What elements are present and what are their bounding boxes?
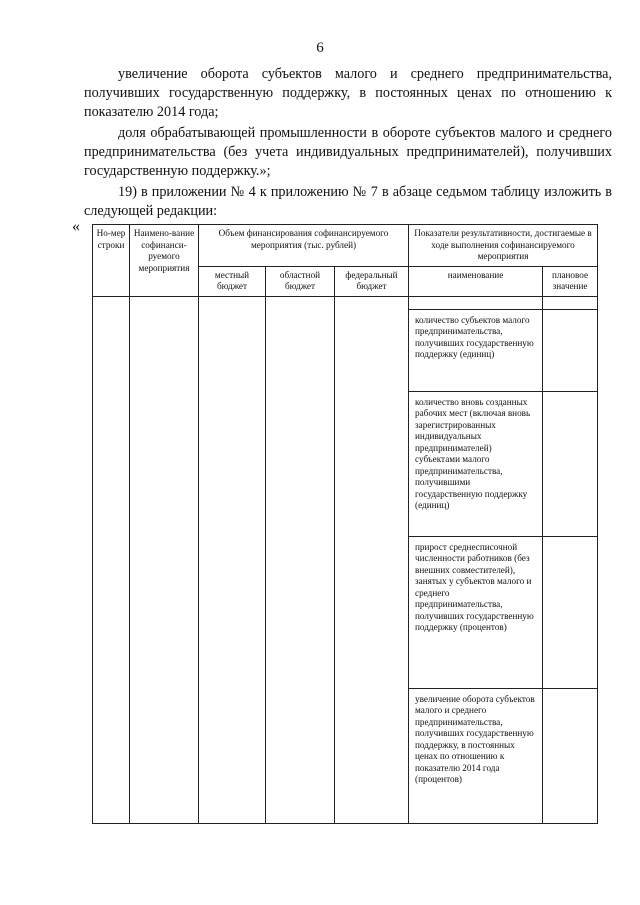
cell-planned-value bbox=[543, 309, 598, 391]
cell-planned-value bbox=[543, 391, 598, 536]
cell-regional-budget bbox=[266, 296, 335, 823]
header-federal-budget: федеральный бюджет bbox=[335, 266, 409, 296]
paragraph-manufacturing-share bbox=[84, 124, 612, 181]
cell-empty bbox=[543, 296, 598, 309]
header-activity-name: Наимено-вание софинанси-руемого мероприятия bbox=[130, 225, 199, 297]
header-financing-volume: Объем финансирования софинансируемого мероприятия (тыс. рублей) bbox=[199, 225, 409, 267]
cell-row-number bbox=[93, 296, 130, 823]
paragraph-text: доля обрабатывающей промышленности в обороте субъектов малого и среднего предпринимательства (без учета индивидуальных предпринимателей), получивших государственную поддержку.»; bbox=[84, 125, 612, 179]
cell-planned-value bbox=[543, 688, 598, 823]
header-row-number: Но-мер строки bbox=[93, 225, 130, 297]
cofinancing-table bbox=[92, 224, 598, 824]
header-local-budget: местный бюджет bbox=[199, 266, 266, 296]
header-planned-value: плановое значение bbox=[543, 266, 598, 296]
header-indicator-name: наименование bbox=[409, 266, 543, 296]
paragraph-text: увеличение оборота субъектов малого и среднего предпринимательства, получивших государственную поддержку, в постоянных ценах по отношению к показателю 2014 года; bbox=[84, 66, 612, 120]
cell-federal-budget bbox=[335, 296, 409, 823]
paragraph-text: 19) в приложении № 4 к приложению № 7 в абзаце седьмом таблицу изложить в следующей редакции: bbox=[84, 184, 612, 219]
paragraph-turnover bbox=[84, 65, 612, 122]
cell-indicator-name: количество субъектов малого предпринимательства, получивших государственную поддержку (единиц) bbox=[409, 309, 543, 391]
cell-empty bbox=[409, 296, 543, 309]
table-header-row bbox=[93, 225, 598, 267]
table-row bbox=[93, 296, 598, 309]
cell-activity-name bbox=[130, 296, 199, 823]
opening-quote-mark: « bbox=[72, 218, 80, 235]
cell-indicator-name: количество вновь созданных рабочих мест (включая вновь зарегистрированных индивидуальных предпринимателей) субъектами малого предпринимательства, получившими государственную поддержку (единиц) bbox=[409, 391, 543, 536]
header-performance-indicators: Показатели результативности, достигаемые в ходе выполнения софинансируемого мероприятия bbox=[409, 225, 598, 267]
header-regional-budget: областной бюджет bbox=[266, 266, 335, 296]
paragraph-amendment-19 bbox=[84, 183, 612, 221]
cell-indicator-name: прирост среднесписочной численности работников (без внешних совместителей), занятых у субъектов малого и среднего предпринимательства, получивших государственную поддержку (процентов) bbox=[409, 536, 543, 688]
cell-local-budget bbox=[199, 296, 266, 823]
page-number: 6 bbox=[316, 40, 324, 56]
cell-planned-value bbox=[543, 536, 598, 688]
cell-indicator-name: увеличение оборота субъектов малого и среднего предпринимательства, получивших государственную поддержку, в постоянных ценах по отношению к показателю 2014 года (процентов) bbox=[409, 688, 543, 823]
